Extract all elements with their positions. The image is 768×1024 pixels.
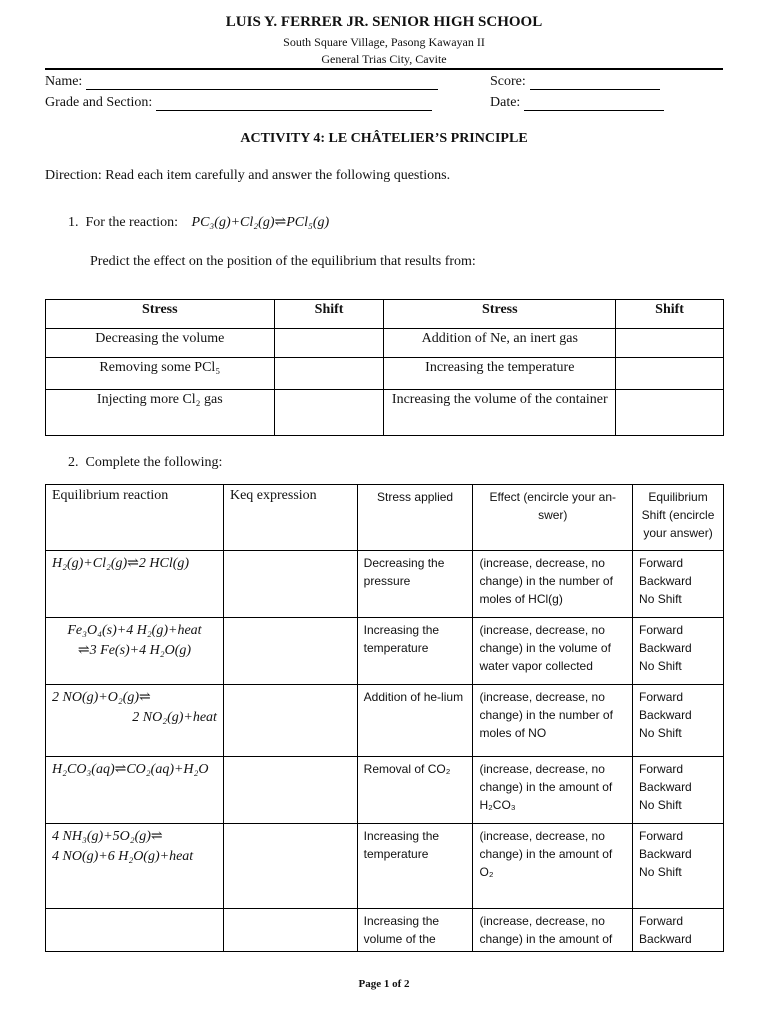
table-row	[46, 551, 724, 618]
activity-title: ACTIVITY 4: LE CHÂTELIER’S PRINCIPLE	[240, 131, 528, 146]
header-divider	[45, 68, 723, 70]
table-row	[46, 618, 724, 685]
question-2	[68, 455, 222, 471]
stress-applied-cell: Removal of CO₂	[357, 757, 473, 824]
effect-cell[interactable]: (increase, decrease, no change) in the amount of	[473, 909, 633, 952]
header-stress-1: Stress	[46, 300, 275, 329]
shift-option-forward[interactable]: Forward	[639, 914, 684, 928]
reaction-line: 2 NO₂(g)+heat	[132, 710, 217, 725]
school-address-line2: General Trias City, Cavite	[321, 52, 447, 66]
shift-option-forward[interactable]: Forward	[639, 762, 684, 776]
name-label: Name:	[45, 74, 83, 89]
table-row	[46, 909, 724, 952]
shift-answer-cell[interactable]	[274, 358, 384, 390]
shift-option-backward[interactable]: Backward	[639, 641, 692, 655]
shift-options-cell	[633, 909, 724, 952]
effect-cell[interactable]: (increase, decrease, no change) in the number of moles of HCl(g)	[473, 551, 633, 618]
table-row	[46, 358, 724, 390]
reaction-line: 4 NH₃(g)+5O₂(g)⇌	[52, 829, 163, 844]
header-effect: Effect (encircle your an-swer)	[473, 485, 633, 551]
direction-text: Direction: Read each item carefully and answer the following questions.	[45, 168, 451, 183]
page-number: Page 1 of 2	[358, 978, 410, 990]
reaction-cell	[46, 909, 224, 952]
table-row	[46, 329, 724, 358]
name-blank[interactable]	[86, 75, 438, 90]
reaction-line: Fe₃O₄(s)+4 H₂(g)+heat	[67, 623, 202, 638]
q2-prompt: Complete the following:	[85, 455, 223, 470]
date-field	[490, 95, 664, 111]
shift-option-no-shift[interactable]: No Shift	[639, 865, 682, 879]
shift-option-backward[interactable]: Backward	[639, 932, 692, 946]
stress-cell: Increasing the volume of the container	[384, 390, 616, 436]
stress-applied-cell: Increasing the temperature	[357, 618, 473, 685]
table-header-row	[46, 300, 724, 329]
shift-option-backward[interactable]: Backward	[639, 780, 692, 794]
table-header-row	[46, 485, 724, 551]
reaction-cell	[46, 551, 224, 618]
shift-answer-cell[interactable]	[616, 358, 724, 390]
stress-applied-cell: Decreasing the pressure	[357, 551, 473, 618]
score-label: Score:	[490, 74, 526, 89]
effect-cell[interactable]: (increase, decrease, no change) in the number of moles of NO	[473, 685, 633, 757]
grade-section-field	[45, 95, 432, 111]
shift-option-backward[interactable]: Backward	[639, 708, 692, 722]
stress-cell: Decreasing the volume	[46, 329, 275, 358]
q1-number: 1.	[68, 215, 79, 230]
header-stress-2: Stress	[384, 300, 616, 329]
q1-prompt: For the reaction:	[85, 215, 179, 230]
stress-applied-cell: Addition of he-lium	[357, 685, 473, 757]
q2-number: 2.	[68, 455, 79, 470]
shift-answer-cell[interactable]	[274, 390, 384, 436]
table-row	[46, 824, 724, 909]
stress-applied-cell: Increasing the temperature	[357, 824, 473, 909]
table-row	[46, 757, 724, 824]
reaction-cell	[46, 685, 224, 757]
stress-cell: Increasing the temperature	[384, 358, 616, 390]
shift-option-no-shift[interactable]: No Shift	[639, 592, 682, 606]
shift-answer-cell[interactable]	[274, 329, 384, 358]
header-equilibrium-reaction: Equilibrium reaction	[46, 485, 224, 551]
effect-cell[interactable]: (increase, decrease, no change) in the volume of water vapor collected	[473, 618, 633, 685]
shift-answer-cell[interactable]	[616, 329, 724, 358]
reaction-cell	[46, 824, 224, 909]
shift-option-forward[interactable]: Forward	[639, 623, 684, 637]
grade-section-label: Grade and Section:	[45, 95, 153, 110]
effect-cell[interactable]: (increase, decrease, no change) in the amount of O₂	[473, 824, 633, 909]
q1-instruction: Predict the effect on the position of the equilibrium that results from:	[90, 254, 476, 269]
shift-option-forward[interactable]: Forward	[639, 556, 684, 570]
stress-applied-cell: Increasing the volume of the	[357, 909, 473, 952]
shift-options-cell	[633, 685, 724, 757]
school-address-line1: South Square Village, Pasong Kawayan II	[283, 35, 485, 49]
stress-cell: Addition of Ne, an inert gas	[384, 329, 616, 358]
shift-option-forward[interactable]: Forward	[639, 829, 684, 843]
keq-answer-cell[interactable]	[223, 909, 357, 952]
table-row	[46, 390, 724, 436]
shift-options-cell	[633, 551, 724, 618]
score-blank[interactable]	[530, 75, 660, 90]
keq-answer-cell[interactable]	[223, 757, 357, 824]
shift-option-forward[interactable]: Forward	[639, 690, 684, 704]
keq-answer-cell[interactable]	[223, 551, 357, 618]
header-shift-2: Shift	[616, 300, 724, 329]
stress-cell: Injecting more Cl₂ gas	[46, 390, 275, 436]
q1-reaction: PC₃(g)+Cl₂(g)⇌PCl₅(g)	[191, 215, 330, 230]
shift-option-backward[interactable]: Backward	[639, 847, 692, 861]
header-shift-1: Shift	[274, 300, 384, 329]
reaction-line: 2 NO(g)+O₂(g)⇌	[52, 690, 151, 705]
header-keq-expression: Keq expression	[223, 485, 357, 551]
keq-answer-cell[interactable]	[223, 824, 357, 909]
score-field	[490, 74, 660, 90]
shift-option-no-shift[interactable]: No Shift	[639, 659, 682, 673]
reaction-line: ⇌3 Fe(s)+4 H₂O(g)	[77, 643, 192, 658]
effect-cell[interactable]: (increase, decrease, no change) in the amount of H₂CO₃	[473, 757, 633, 824]
header-equilibrium-shift: Equilibrium Shift (encircle your answer)	[633, 485, 724, 551]
shift-option-no-shift[interactable]: No Shift	[639, 798, 682, 812]
header-stress-applied: Stress applied	[357, 485, 473, 551]
stress-shift-table	[45, 299, 724, 436]
reaction-cell	[46, 757, 224, 824]
shift-option-no-shift[interactable]: No Shift	[639, 726, 682, 740]
reaction-line: 4 NO(g)+6 H₂O(g)+heat	[52, 849, 194, 864]
shift-options-cell	[633, 757, 724, 824]
shift-option-backward[interactable]: Backward	[639, 574, 692, 588]
school-name: LUIS Y. FERRER JR. SENIOR HIGH SCHOOL	[225, 14, 543, 30]
equilibrium-table	[45, 484, 724, 952]
reaction-cell	[46, 618, 224, 685]
reaction-line: H₂CO₃(aq)⇌CO₂(aq)+H₂O	[52, 762, 209, 777]
date-blank[interactable]	[524, 96, 664, 111]
shift-options-cell	[633, 824, 724, 909]
table-row	[46, 685, 724, 757]
reaction-line: H₂(g)+Cl₂(g)⇌2 HCl(g)	[52, 556, 190, 571]
question-1	[68, 214, 329, 231]
shift-options-cell	[633, 618, 724, 685]
date-label: Date:	[490, 95, 521, 110]
grade-section-blank[interactable]	[156, 96, 432, 111]
stress-cell: Removing some PCl₅	[46, 358, 275, 390]
keq-answer-cell[interactable]	[223, 685, 357, 757]
keq-answer-cell[interactable]	[223, 618, 357, 685]
shift-answer-cell[interactable]	[616, 390, 724, 436]
name-field	[45, 74, 438, 90]
